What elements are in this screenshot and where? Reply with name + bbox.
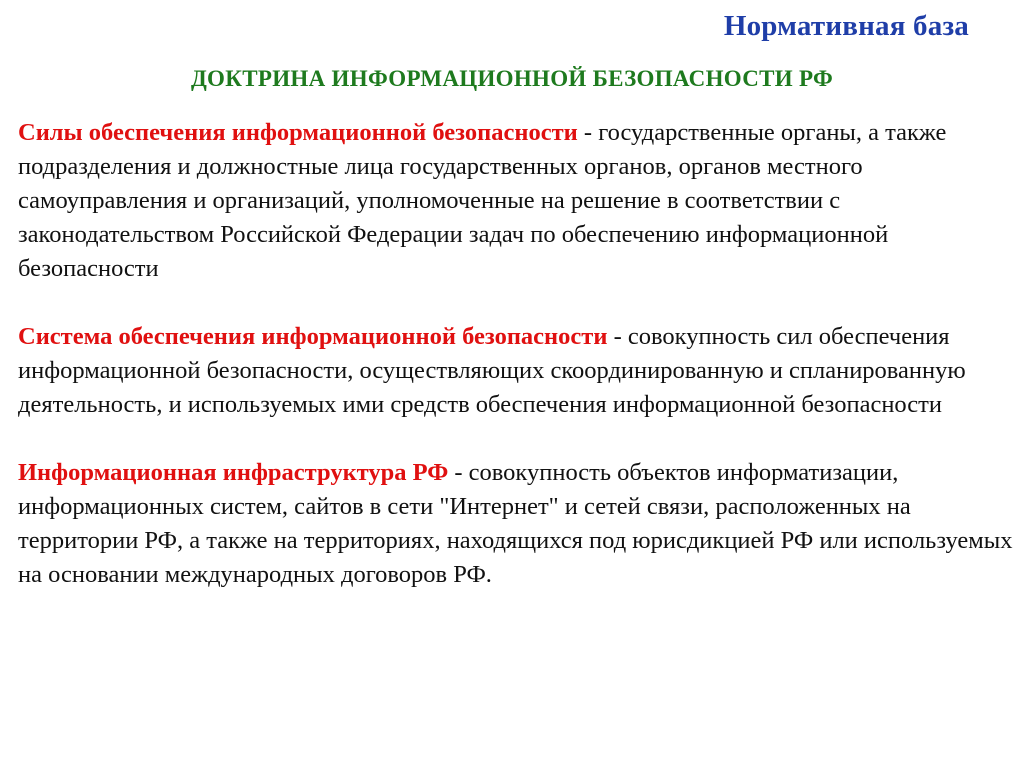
doctrine-heading: ДОКТРИНА ИНФОРМАЦИОННОЙ БЕЗОПАСНОСТИ РФ (190, 66, 834, 91)
page-title: Нормативная база (723, 10, 969, 42)
definition-text: - государственные органы, а также подразделения и должностные лица государственных органов, органов местного самоуправления и организаций, уполномоченные на решение в соответствии с законодательством Российской Федерации задач по обеспечению информационной безопасности (18, 119, 947, 282)
definition-term: Система обеспечения информационной безопасности (18, 323, 608, 350)
definitions-content (18, 116, 1013, 626)
definition-security-system (18, 320, 1013, 422)
definition-security-forces (18, 116, 1013, 286)
definition-text: - совокупность объектов информатизации, информационных систем, сайтов в сети "Интернет" и сетей связи, расположенных на территории РФ, а также на территориях, находящихся под юрисдикцией РФ или используемых на основании международных договоров РФ. (18, 459, 1013, 588)
definition-information-infrastructure (18, 456, 1013, 592)
definition-text: - совокупность сил обеспечения информационной безопасности, осуществляющих скоординированную и спланированную деятельность, и используемых ими средств обеспечения информационной безопасности (18, 323, 966, 418)
definition-term: Силы обеспечения информационной безопасности (18, 119, 578, 146)
definition-term: Информационная инфраструктура РФ (18, 459, 449, 486)
